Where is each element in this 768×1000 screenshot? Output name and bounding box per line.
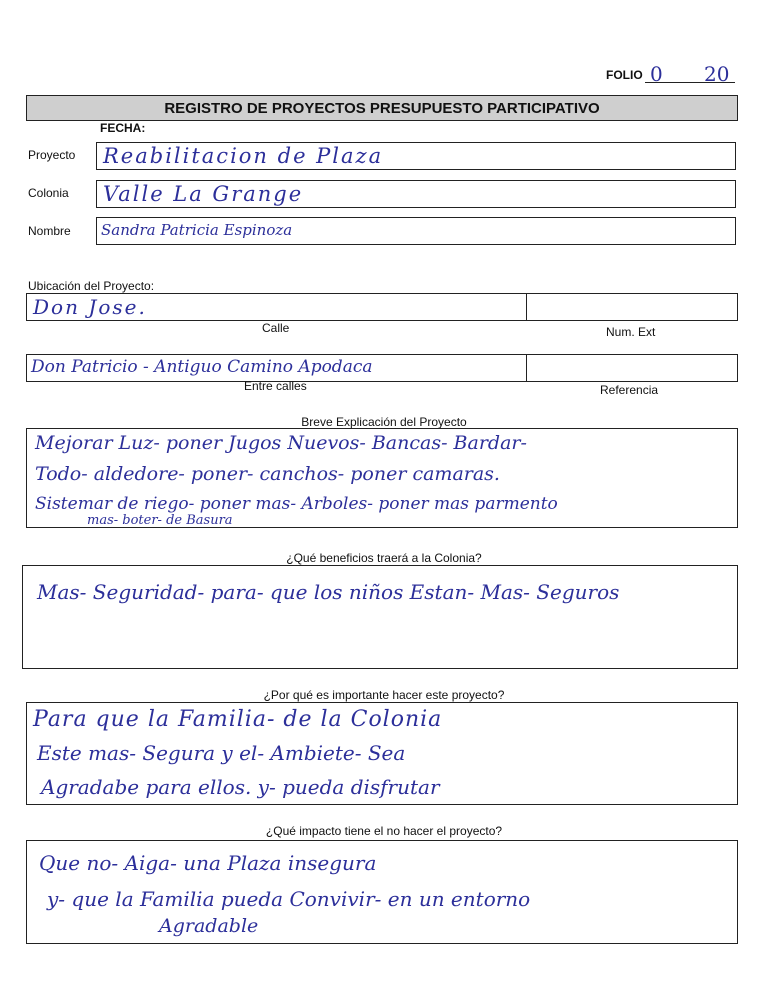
nombre-field[interactable] xyxy=(96,217,736,245)
explicacion-line-3: Sistemar de riego- poner mas- Arboles- poner mas parmento xyxy=(35,494,558,514)
impacto-line-3: Agradable xyxy=(159,915,259,937)
beneficios-field[interactable] xyxy=(22,565,738,669)
impacto-field[interactable] xyxy=(26,840,738,944)
num-ext-label: Num. Ext xyxy=(606,325,656,339)
importancia-line-2: Este mas- Segura y el- Ambiete- Sea xyxy=(37,741,406,765)
calle-row xyxy=(26,293,738,321)
colonia-value: Valle La Grange xyxy=(103,182,304,206)
proyecto-label: Proyecto xyxy=(28,148,76,162)
explicacion-heading: Breve Explicación del Proyecto xyxy=(301,415,467,429)
explicacion-field[interactable] xyxy=(26,428,738,528)
nombre-value: Sandra Patricia Espinoza xyxy=(101,221,293,239)
calle-value: Don Jose. xyxy=(33,295,147,319)
folio-value-b: 20 xyxy=(704,62,730,86)
importancia-line-3: Agradabe para ellos. y- pueda disfrutar xyxy=(41,775,440,799)
fecha-label: FECHA: xyxy=(100,121,146,135)
explicacion-line-1: Mejorar Luz- poner Jugos Nuevos- Bancas- Bardar- xyxy=(35,432,527,454)
impacto-line-2: y- que la Familia pueda Convivir- en un entorno xyxy=(47,887,531,911)
entre-calles-field[interactable] xyxy=(26,354,527,382)
beneficios-heading: ¿Qué beneficios traerá a la Colonia? xyxy=(286,551,482,565)
explicacion-line-2: Todo- aldedore- poner- canchos- poner camaras. xyxy=(35,463,500,485)
entre-calles-value: Don Patricio - Antiguo Camino Apodaca xyxy=(31,357,373,377)
explicacion-line-4: mas- boter- de Basura xyxy=(87,513,233,528)
importancia-heading: ¿Por qué es importante hacer este proyecto? xyxy=(263,688,505,702)
referencia-label: Referencia xyxy=(600,383,659,397)
impacto-heading: ¿Qué impacto tiene el no hacer el proyecto? xyxy=(265,824,503,838)
beneficios-line-1: Mas- Seguridad- para- que los niños Estan- Mas- Seguros xyxy=(37,580,620,604)
referencia-field[interactable] xyxy=(526,354,738,382)
ubicacion-heading: Ubicación del Proyecto: xyxy=(28,279,155,293)
proyecto-field[interactable] xyxy=(96,142,736,170)
form-title: REGISTRO DE PROYECTOS PRESUPUESTO PARTICIPATIVO xyxy=(26,95,738,121)
entre-calles-row xyxy=(26,354,738,382)
importancia-field[interactable] xyxy=(26,702,738,805)
folio-label: FOLIO xyxy=(606,68,643,82)
calle-field[interactable] xyxy=(26,293,527,321)
colonia-field[interactable] xyxy=(96,180,736,208)
entre-calles-label: Entre calles xyxy=(244,379,307,393)
importancia-line-1: Para que la Familia- de la Colonia xyxy=(33,707,443,732)
proyecto-value: Reabilitacion de Plaza xyxy=(103,144,384,168)
nombre-label: Nombre xyxy=(28,224,71,238)
folio-value-a: 0 xyxy=(650,62,663,86)
num-ext-field[interactable] xyxy=(526,293,738,321)
colonia-label: Colonia xyxy=(28,186,69,200)
calle-label: Calle xyxy=(262,321,290,335)
impacto-line-1: Que no- Aiga- una Plaza insegura xyxy=(39,851,377,875)
